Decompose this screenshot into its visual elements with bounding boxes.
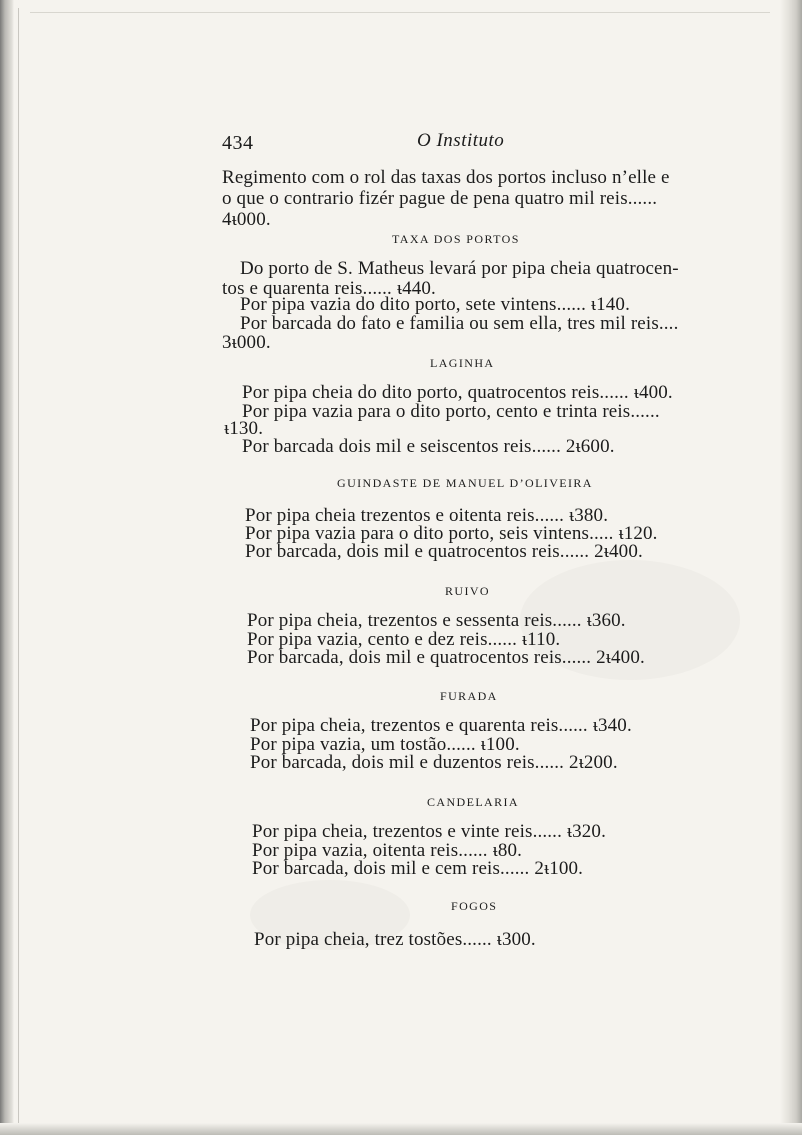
laginha-line-4: Por barcada dois mil e seiscentos reis...... 2ᵼ600. (242, 436, 615, 457)
furada-line-2: Por pipa vazia, um tostão...... ᵼ100. (250, 734, 520, 755)
candelaria-line-1: Por pipa cheia, trezentos e vinte reis...... ᵼ320. (252, 821, 606, 842)
laginha-line-3: ᵼ130. (224, 418, 264, 439)
right-edge-shadow (780, 0, 802, 1135)
fogos-line-1: Por pipa cheia, trez tostões...... ᵼ300. (254, 929, 536, 950)
section-heading-fogos: FOGOS (451, 899, 498, 913)
candelaria-line-2: Por pipa vazia, oitenta reis...... ᵼ80. (252, 840, 523, 861)
top-rule (30, 12, 770, 13)
intro-line-1: Regimento com o rol das taxas dos portos incluso n’elle e (222, 167, 670, 188)
taxa-line-5: 3ᵼ000. (222, 332, 271, 353)
furada-line-3: Por barcada, dois mil e duzentos reis...... 2ᵼ200. (250, 752, 618, 773)
taxa-line-3: Por pipa vazia do dito porto, sete vintens...... ᵼ140. (240, 294, 630, 315)
section-heading-ruivo: RUIVO (445, 584, 490, 598)
guindaste-line-3: Por barcada, dois mil e quatrocentos reis...... 2ᵼ400. (245, 541, 643, 562)
section-heading-furada: FURADA (440, 689, 498, 703)
taxa-line-4: Por barcada do fato e familia ou sem ella, tres mil reis.... (240, 313, 679, 334)
section-heading-laginha: LAGINHA (430, 356, 495, 370)
laginha-line-2: Por pipa vazia para o dito porto, cento e trinta reis...... (242, 401, 660, 422)
journal-title: O Instituto (417, 130, 505, 151)
binding-shadow (0, 0, 14, 1135)
ruivo-line-2: Por pipa vazia, cento e dez reis...... ᵼ110. (247, 629, 561, 650)
furada-line-1: Por pipa cheia, trezentos e quarenta reis...... ᵼ340. (250, 715, 632, 736)
running-head (222, 130, 692, 154)
taxa-line-2: tos e quarenta reis...... ᵼ440. (222, 278, 436, 299)
ruivo-line-3: Por barcada, dois mil e quatrocentos reis...... 2ᵼ400. (247, 647, 645, 668)
ruivo-line-1: Por pipa cheia, trezentos e sessenta reis...... ᵼ360. (247, 610, 626, 631)
intro-line-3: 4ᵼ000. (222, 209, 271, 230)
page-number: 434 (222, 132, 254, 154)
candelaria-line-3: Por barcada, dois mil e cem reis...... 2ᵼ100. (252, 858, 584, 879)
section-heading-candelaria: CANDELARIA (427, 795, 519, 809)
laginha-line-1: Por pipa cheia do dito porto, quatrocentos reis...... ᵼ400. (242, 382, 673, 403)
binding-line (18, 8, 19, 1128)
section-heading-guindaste: GUINDASTE DE MANUEL D’OLIVEIRA (337, 476, 593, 490)
guindaste-line-1: Por pipa cheia trezentos e oitenta reis...... ᵼ380. (245, 505, 609, 526)
bottom-edge (0, 1123, 802, 1135)
intro-line-2: o que o contrario fizér pague de pena quatro mil reis...... (222, 188, 658, 209)
section-heading-taxa: TAXA DOS PORTOS (392, 232, 520, 246)
guindaste-line-2: Por pipa vazia para o dito porto, seis vintens..... ᵼ120. (245, 523, 658, 544)
taxa-line-1: Do porto de S. Matheus levará por pipa cheia quatrocen- (240, 258, 679, 279)
